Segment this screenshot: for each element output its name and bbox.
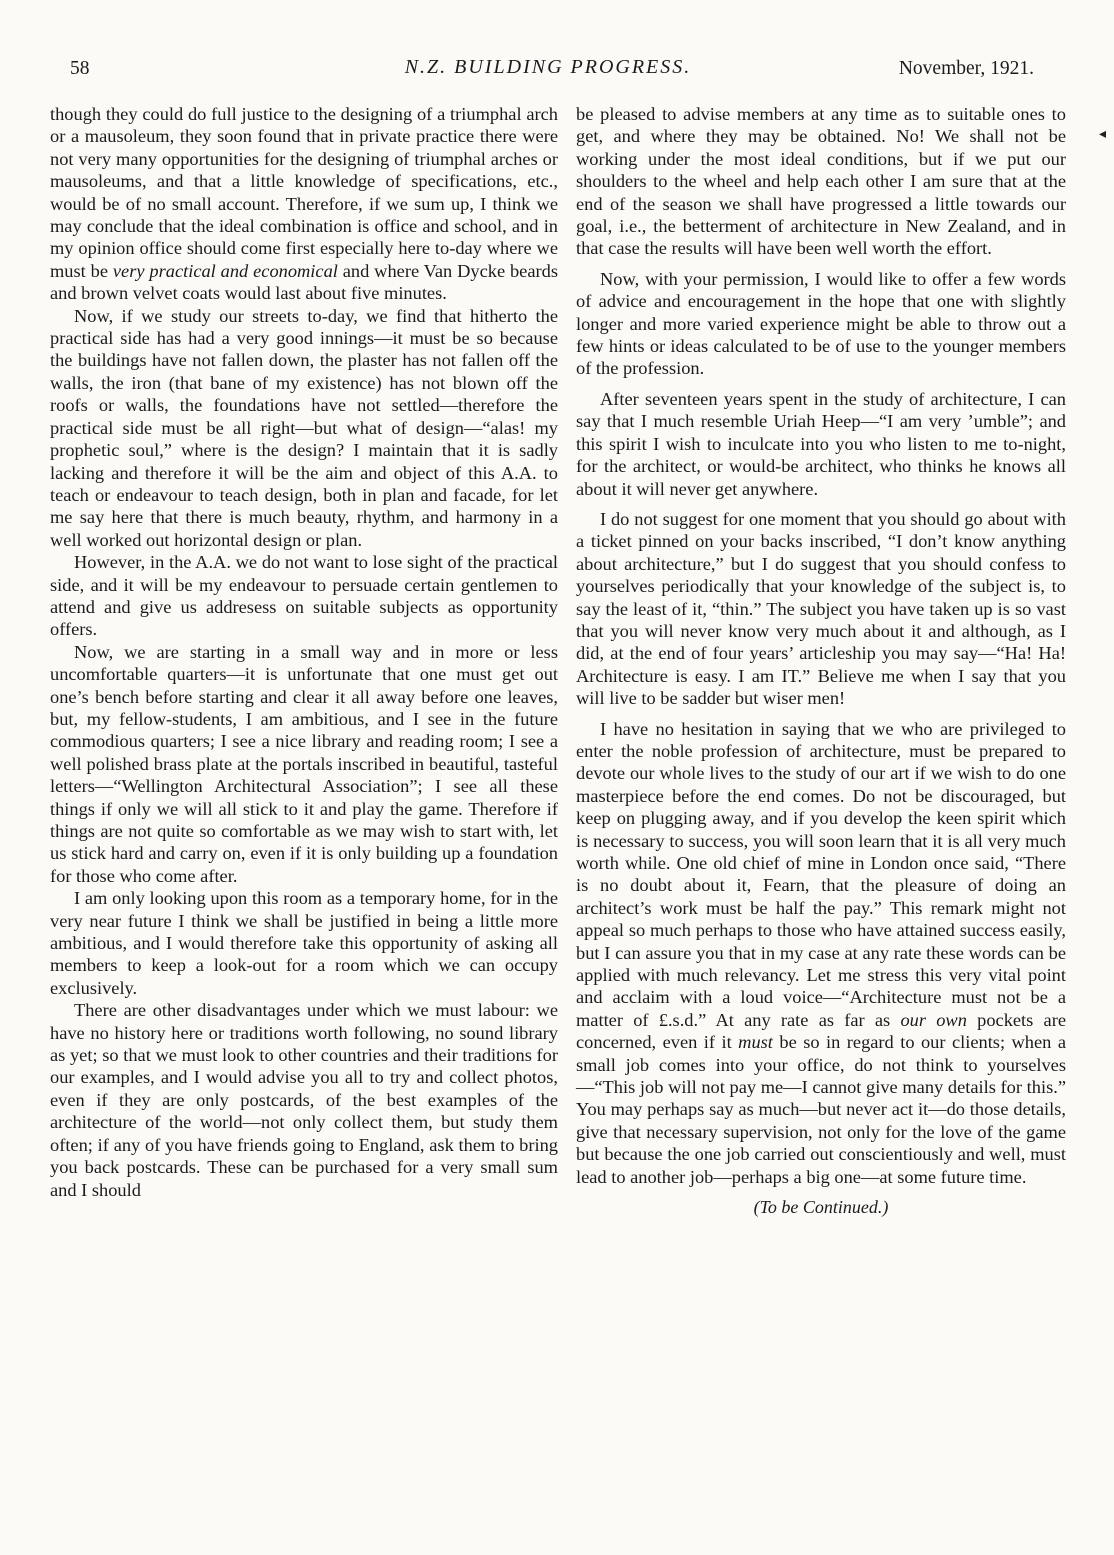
paragraph: After seventeen years spent in the study of architecture, I can say that I much resemble Uriah Heep—“I am very ’umble”; and this spirit I wish to inculcate into you who listen to me to-night, for the architect, or would-be architect, who thinks he knows all about it will never get anywhere. — [576, 388, 1066, 499]
page-header — [48, 50, 1048, 90]
issue-date: November, 1921. — [898, 58, 1034, 79]
journal-title: N.Z. BUILDING PROGRESS. — [404, 56, 692, 78]
paragraph: However, in the A.A. we do not want to lose sight of the practical side, and it will be my endeavour to persuade certain gentlemen to attend and give us addresess on suitable subjects as opportunity offers. — [50, 552, 558, 640]
to-be-continued: (To be Continued.) — [753, 1197, 889, 1218]
paragraph: I do not suggest for one moment that you should go about with a ticket pinned on your backs inscribed, “I don’t know anything about architecture,” but I do suggest that you should confess to yourselves periodically that your knowledge of the subject is, to say the least of it, “thin.” The subject you have taken up is so vast that you will never know very much about it and although, as I did, at the end of four years’ articleship you may say—“Ha! Ha! Architecture is easy. I am IT.” Believe me when I say that you will live to be sadder but wiser men! — [576, 508, 1066, 709]
paragraph: There are other disadvantages under which we must labour: we have no history here or traditions worth following, no sound library as yet; so that we must look to other countries and their traditions for our examples, and I would advise you all to try and collect photos, even if they are only postcards, of the best examples of the architecture of the world—not only collect them, but study them often; if any of you have friends going to England, ask them to bring you back postcards. These can be purchased for a very small sum and I should — [50, 1000, 558, 1200]
right-column — [576, 103, 1066, 1219]
left-column — [50, 103, 558, 1201]
paragraph: Now, with your permission, I would like to offer a few words of advice and encouragement in the hope that one with slightly longer and more varied experience might be able to throw out a few hints or ideas calculated to be of use to the younger members of the profession. — [576, 268, 1066, 379]
paragraph: I am only looking upon this room as a temporary home, for in the very near future I think we shall be justified in being a little more ambitious, and I would therefore take this opportunity of asking all members to keep a look-out for a room which we can occupy exclusively. — [50, 888, 558, 998]
paragraph: be pleased to advise members at any time as to suitable ones to get, and where they may be obtained. No! We shall not be working under the most ideal conditions, but if we put our shoulders to the wheel and help each other I am sure that at the end of the season we shall have progressed a little towards our goal, i.e., the betterment of architecture in New Zealand, and in that case the results will have been well worth the effort. — [576, 104, 1066, 259]
paragraph: Now, we are starting in a small way and in more or less uncomfortable quarters—it is unfortunate that one must get out one’s bench before starting and clear it all away before one leaves, but, my fellow-students, I am ambitious, and I see in the future commodious quarters; I see a nice library and reading room; I see a well polished brass plate at the portals inscribed in beautiful, tasteful letters—“Wellington Architectural Association”; I see all these things if only we will all stick to it and play the game. Therefore if things are not quite so comfortable as we may wish to start with, let us stick hard and carry on, even if it is only building up a foundation for those who come after. — [50, 641, 558, 886]
paragraph: Now, if we study our streets to-day, we find that hitherto the practical side has had a very good innings—it must be so because the buildings have not fallen down, the plaster has not fallen off the walls, the iron (that bane of my existence) has not blown off the roofs or walls, the foundations have not settled—therefore the practical side must be all right—but what of design—“alas! my prophetic soul,” where is the design? I maintain that it is sadly lacking and therefore it will be the aim and object of this A.A. to teach or endeavour to teach design, both in plan and facade, for let me say here that there is much beauty, rhythm, and harmony in a well worked out horizontal design or plan. — [50, 305, 558, 550]
page-number: 58 — [70, 58, 90, 79]
paragraph: though they could do full justice to the designing of a triumphal arch or a mausoleum, they soon found that in private practice there were not very many opportunities for the designing of triumphal arches or mausoleums, and that a little knowledge of specifications, etc., would be of no small account. Therefore, if we sum up, I think we may conclude that the ideal combination is office and school, and in my opinion office should come first especially here to-day where we must be very practical and economical and where Van Dycke beards and brown velvet coats would last about five minutes. — [50, 104, 558, 304]
paragraph: I have no hesitation in saying that we who are privileged to enter the noble profession of architecture, must be prepared to devote our whole lives to the study of our art if we wish to do one masterpiece before the end comes. Do not be discouraged, but keep on plugging away, and if you develop the keen spirit which is necessary to success, you will soon learn that it is all very much worth while. One old chief of mine in London once said, “There is no doubt about it, Fearn, that the pleasure of doing an architect’s work must be half the pay.” This remark might not appeal so much perhaps to those who have attained success easily, but I can assure you that in my case at any rate these words can be applied with much relevancy. Let me stress this very vital point and acclaim with a loud voice—“Architecture must not be a matter of £.s.d.” At any rate as far as our own pockets are concerned, even if it must be so in regard to our clients; when a small job comes into your office, do not think to yourselves—“This job will not pay me—I cannot give many details for this.” You may perhaps say as much—but never act it—do those details, give that necessary supervision, not only for the love of the game but because the one job carried out conscientiously and well, must lead to another job—perhaps a big one—at some future time. — [576, 718, 1067, 1187]
margin-arrow-icon: ◂ — [1099, 127, 1107, 142]
